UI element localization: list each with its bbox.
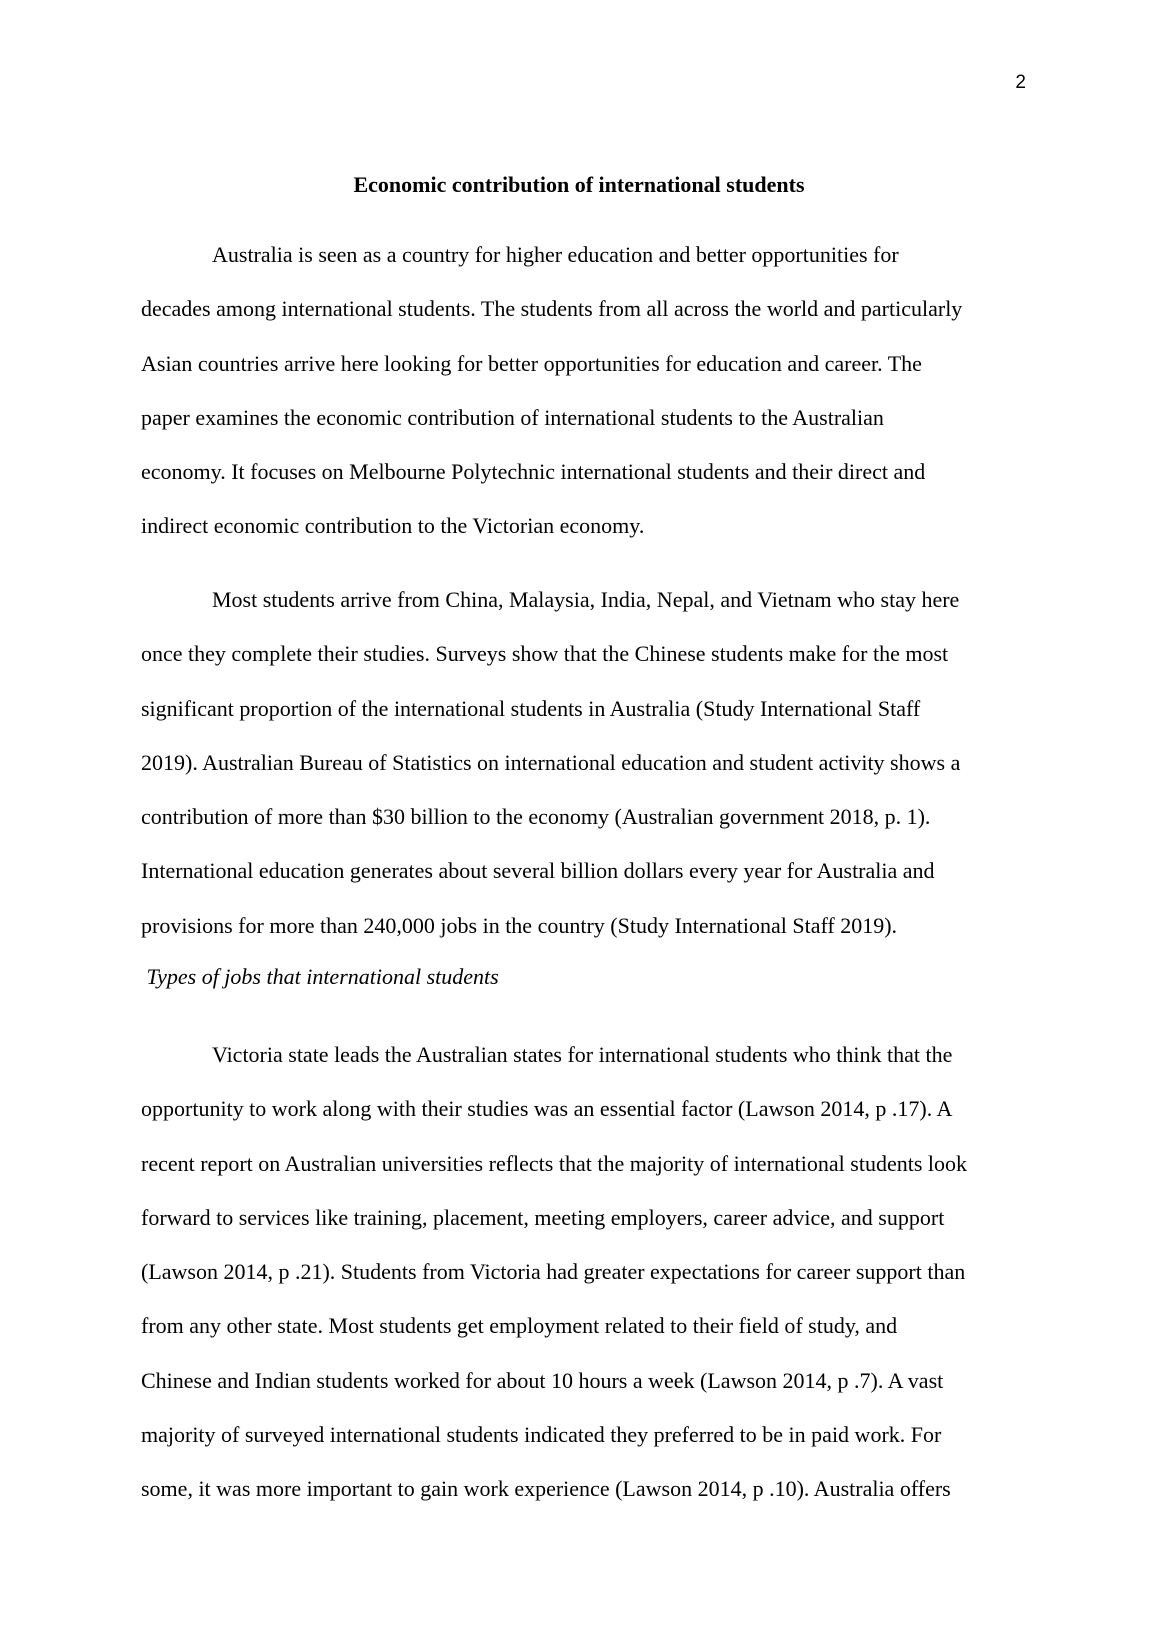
- paragraph-1: [141, 228, 1031, 554]
- paragraph-line: significant proportion of the international students in Australia (Study International Staff: [141, 695, 921, 721]
- paragraph-line: opportunity to work along with their studies was an essential factor (Lawson 2014, p .17). A: [141, 1096, 953, 1122]
- paragraph-line: paper examines the economic contribution of international students to the Australian: [141, 404, 884, 430]
- paragraph-line: majority of surveyed international students indicated they preferred to be in paid work. For: [141, 1422, 942, 1448]
- paragraph-3: [141, 1028, 1031, 1517]
- paragraph-line: (Lawson 2014, p .21). Students from Victoria had greater expectations for career support than: [141, 1259, 966, 1285]
- paragraph-line: Australia is seen as a country for higher education and better opportunities for: [212, 242, 899, 267]
- paragraph-line: Most students arrive from China, Malaysia, India, Nepal, and Vietnam who stay here: [212, 587, 960, 612]
- paragraph-line: contribution of more than $30 billion to the economy (Australian government 2018, p. 1).: [141, 804, 931, 830]
- paragraph-line: Chinese and Indian students worked for about 10 hours a week (Lawson 2014, p .7). A vast: [141, 1367, 944, 1393]
- paragraph-line: 2019). Australian Bureau of Statistics on international education and student activity shows a: [141, 749, 961, 775]
- paragraph-line: Victoria state leads the Australian states for international students who think that the: [212, 1042, 953, 1067]
- paragraph-line: Asian countries arrive here looking for better opportunities for education and career. The: [141, 350, 922, 376]
- page-number: 2: [1015, 72, 1026, 93]
- paragraph-line: from any other state. Most students get employment related to their field of study, and: [141, 1313, 898, 1339]
- section-subheading: Types of jobs that international students: [141, 964, 499, 989]
- paragraph-line: some, it was more important to gain work experience (Lawson 2014, p .10). Australia offers: [141, 1476, 951, 1502]
- paragraph-line: forward to services like training, placement, meeting employers, career advice, and support: [141, 1204, 945, 1230]
- paragraph-line: provisions for more than 240,000 jobs in the country (Study International Staff 2019).: [141, 912, 898, 938]
- document-title: Economic contribution of international students: [353, 172, 805, 197]
- paragraph-line: once they complete their studies. Surveys show that the Chinese students make for the most: [141, 641, 949, 667]
- paragraph-line: recent report on Australian universities reflects that the majority of international students look: [141, 1150, 967, 1176]
- paragraph-line: indirect economic contribution to the Victorian economy.: [141, 513, 645, 539]
- paragraph-line: International education generates about several billion dollars every year for Australia and: [141, 858, 935, 884]
- paragraph-line: economy. It focuses on Melbourne Polytechnic international students and their direct and: [141, 459, 926, 485]
- paragraph-2: [141, 573, 1031, 953]
- paragraph-line: decades among international students. The students from all across the world and particularly: [141, 296, 963, 322]
